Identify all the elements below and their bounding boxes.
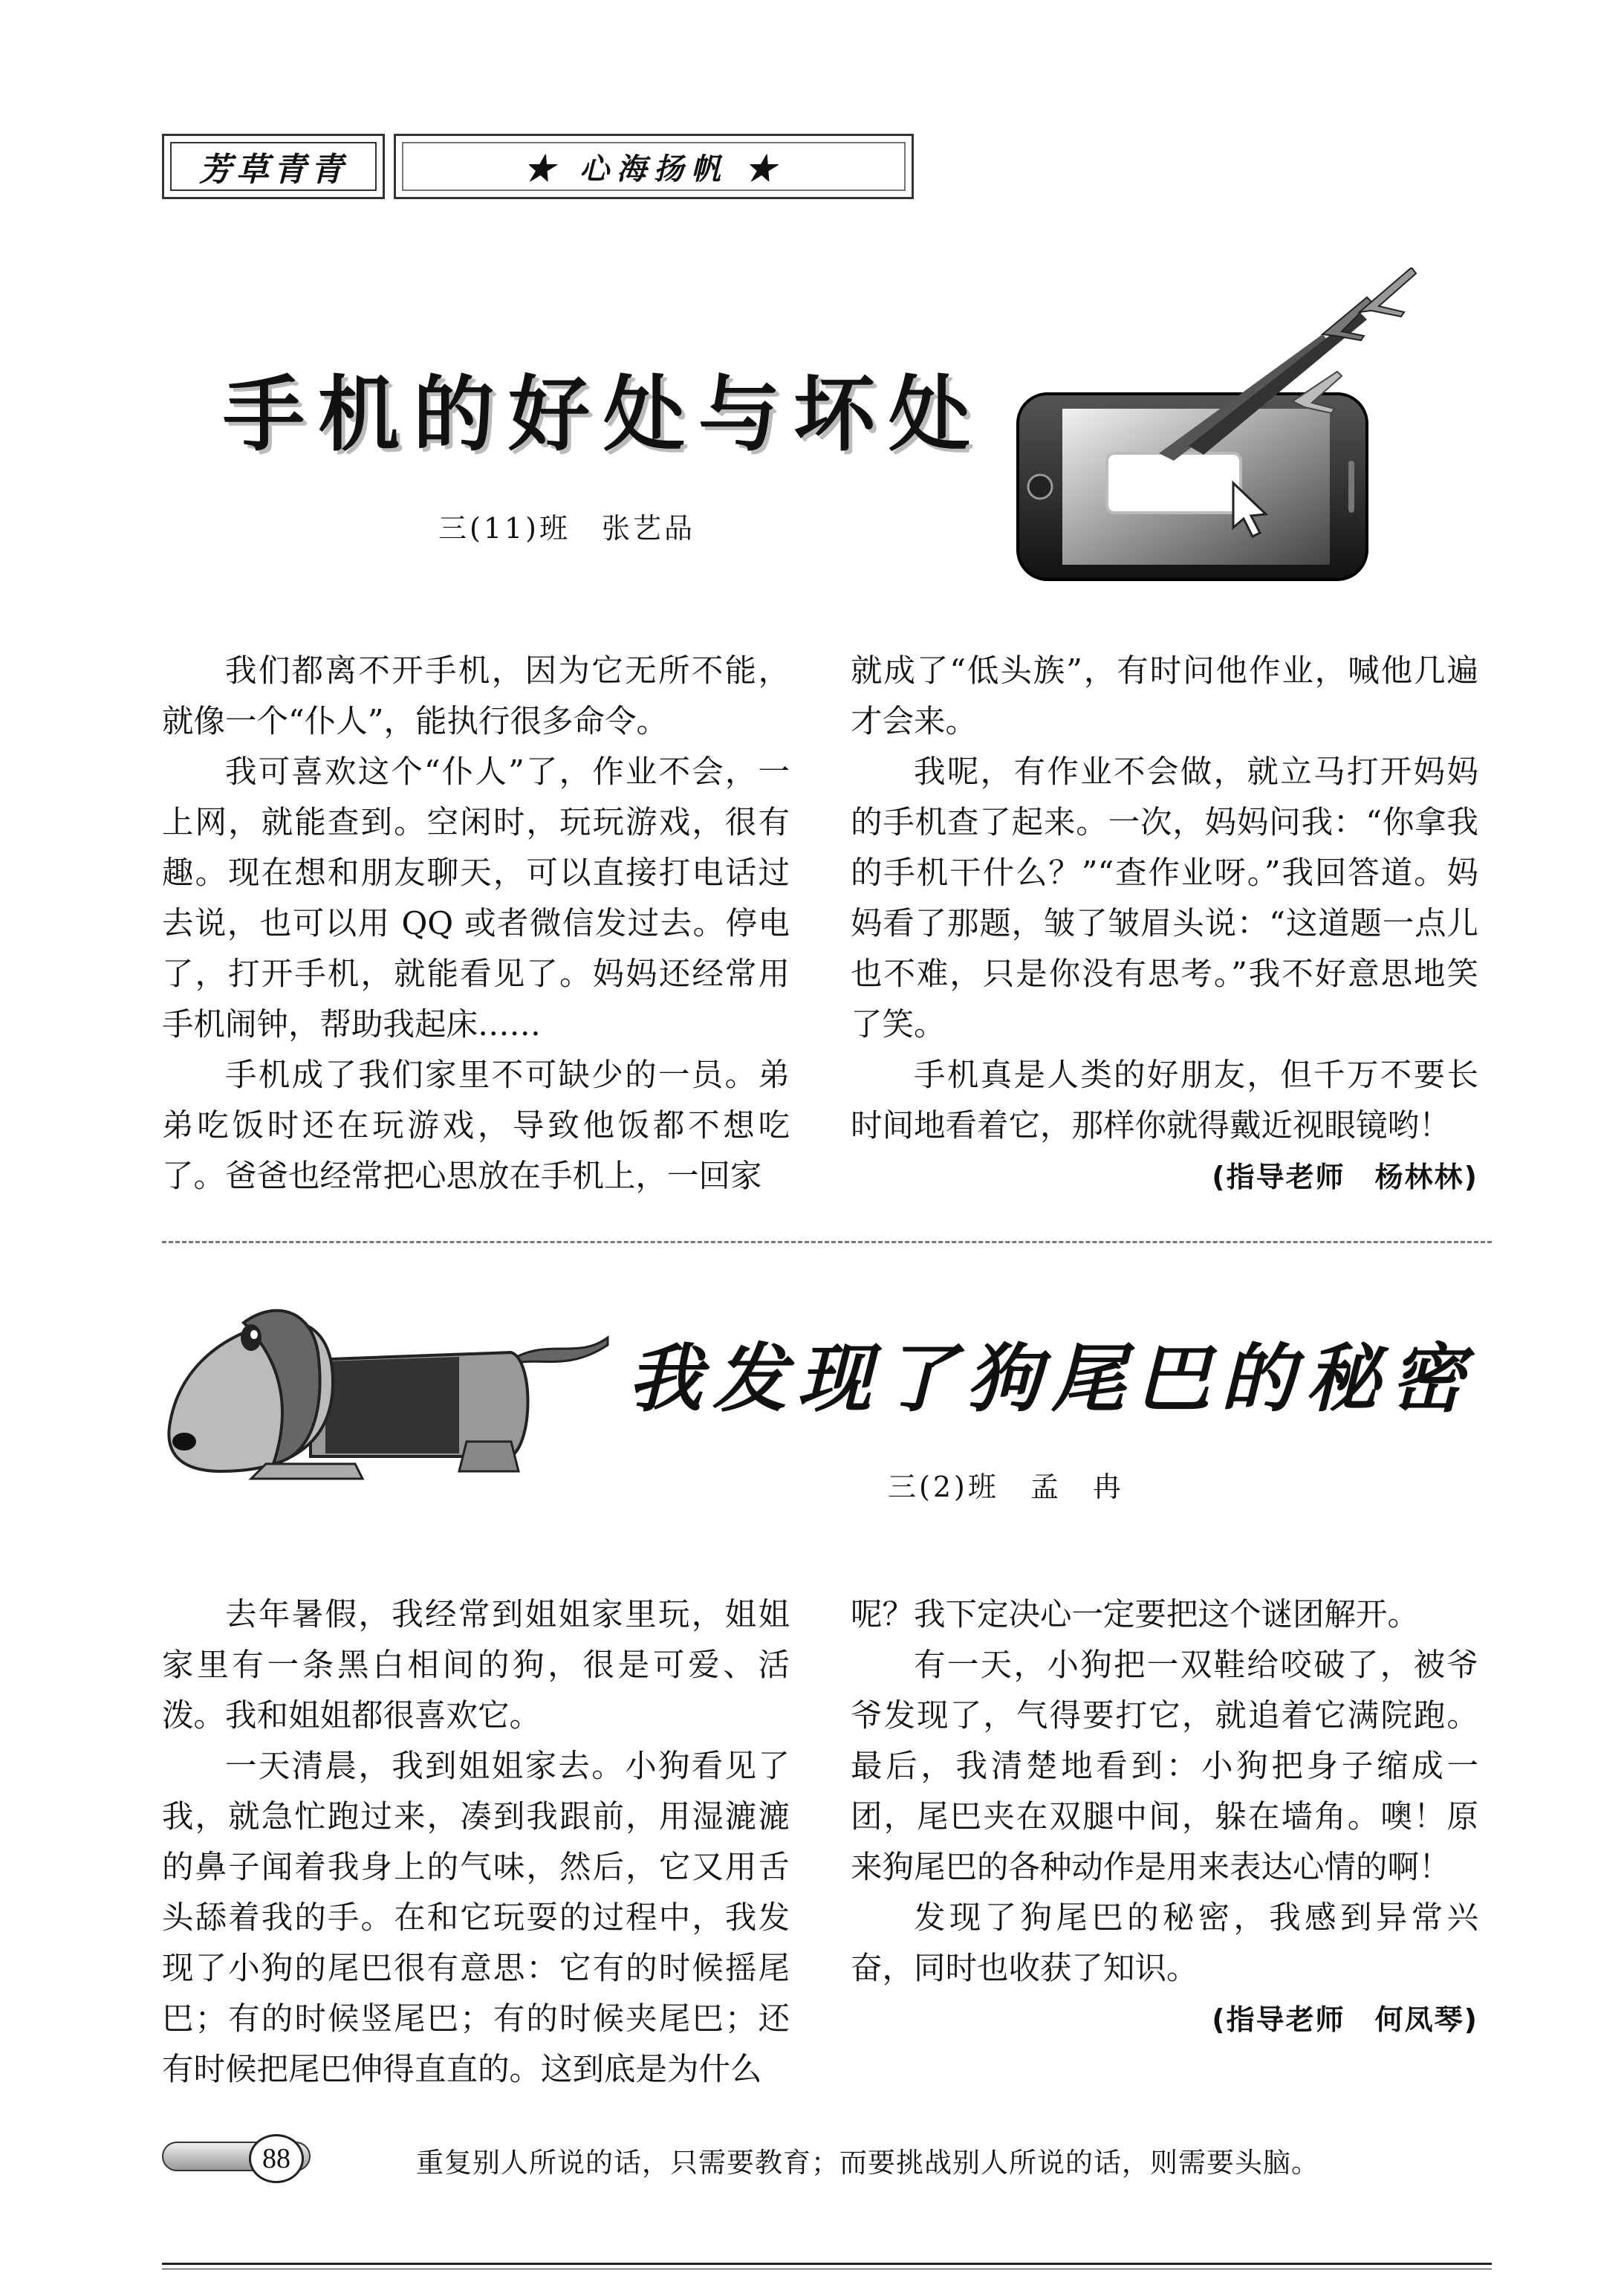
article1-byline: 三(11)班 张艺品 bbox=[438, 512, 696, 545]
article1-title: 手机的好处与坏处 bbox=[223, 366, 984, 462]
column-label: ★ 心海扬帆 ★ bbox=[402, 142, 906, 191]
article2-left-paragraph: 去年暑假，我经常到姐姐家里玩，姐姐家里有一条黑白相间的狗，很是可爱、活泼。我和姐姐都很喜欢它。 bbox=[162, 1597, 790, 1734]
article1-left-paragraph: 手机成了我们家里不可缺少的一员。弟弟吃饭时还在玩游戏，导致他饭都不想吃了。爸爸也经常把心思放在手机上，一回家 bbox=[162, 1057, 790, 1195]
article2-right-continuation: 呢？我下定决心一定要把这个谜团解开。 bbox=[851, 1597, 1420, 1633]
article1-left-paragraph: 我可喜欢这个“仆人”了，作业不会，一上网，就能查到。空闲时，玩玩游戏，很有趣。现在想和朋友聊天，可以直接打电话过去说，也可以用 QQ 或者微信发过去。停电了，打开手机，就能看见了。妈妈还经常用手机闹钟，帮助我起床…… bbox=[162, 754, 790, 1043]
dog-illustration bbox=[162, 1293, 623, 1486]
article2-right-column bbox=[851, 1590, 1478, 2045]
article1-right-paragraph: 我呢，有作业不会做，就立马打开妈妈的手机查了起来。一次，妈妈问我：“你拿我的手机干什么？”“查作业呀。”我回答道。妈妈看了那题，皱了皱眉头说：“这道题一点儿也不难，只是你没有思考。”我不好意思地笑了笑。 bbox=[851, 754, 1478, 1043]
article2-left-paragraph: 一天清晨，我到姐姐家去。小狗看见了我，就急忙跑过来，凑到我跟前，用湿漉漉的鼻子闻着我身上的气味，然后，它又用舌头舔着我的手。在和它玩耍的过程中，我发现了小狗的尾巴很有意思：它有的时候摇尾巴；有的时候竖尾巴；有的时候夹尾巴；还有时候把尾巴伸得直直的。这到底是为什么 bbox=[162, 1748, 790, 2088]
phone-illustration bbox=[1010, 268, 1426, 587]
article1-teacher: (指导老师 杨林林) bbox=[1212, 1161, 1478, 1193]
page-number: 88 bbox=[249, 2134, 304, 2183]
article1-left-column bbox=[162, 646, 790, 1202]
article2-left-column bbox=[162, 1590, 790, 2095]
article1-right-paragraph: 手机真是人类的好朋友，但千万不要长时间地看着它，那样你就得戴近视眼镜哟！ bbox=[851, 1057, 1478, 1144]
footer-rule bbox=[162, 2263, 1492, 2265]
article2-right-paragraph: 有一天，小狗把一双鞋给咬破了，被爷爷发现了，气得要打它，就追着它满院跑。最后，我清楚地看到：小狗把身子缩成一团，尾巴夹在双腿中间，躲在墙角。噢！原来狗尾巴的各种动作是用来表达心情的啊！ bbox=[851, 1647, 1478, 1886]
article2-byline: 三(2)班 孟 冉 bbox=[888, 1471, 1124, 1503]
section-label: 芳草青青 bbox=[170, 142, 377, 191]
article1-left-paragraph: 我们都离不开手机，因为它无所不能，就像一个“仆人”，能执行很多命令。 bbox=[162, 653, 790, 740]
footer-quote: 重复别人所说的话，只需要教育；而要挑战别人所说的话，则需要头脑。 bbox=[416, 2147, 1319, 2179]
article2-teacher: (指导老师 何凤琴) bbox=[1212, 2003, 1478, 2036]
article1-right-continuation: 就成了“低头族”，有时问他作业，喊他几遍才会来。 bbox=[851, 653, 1478, 740]
article2-title: 我发现了狗尾巴的秘密 bbox=[628, 1335, 1475, 1422]
article-divider bbox=[162, 1241, 1492, 1243]
section-label-box bbox=[162, 134, 385, 199]
article2-right-paragraph: 发现了狗尾巴的秘密，我感到异常兴奋，同时也收获了知识。 bbox=[851, 1900, 1478, 1987]
column-label-box bbox=[394, 134, 914, 199]
article1-right-column bbox=[851, 646, 1478, 1202]
